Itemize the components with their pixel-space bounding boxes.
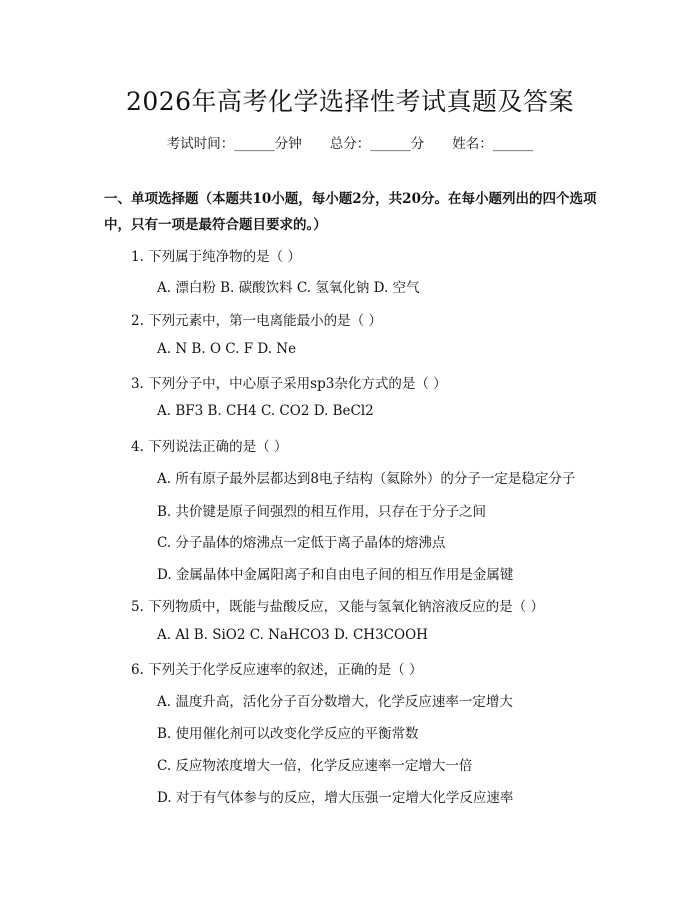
- question-option: A. 温度升高，活化分子百分数增大，化学反应速率一定增大: [157, 694, 513, 710]
- question-option: A. 所有原子最外层都达到8电子结构（氦除外）的分子一定是稳定分子: [157, 471, 576, 487]
- question-stem: 5. 下列物质中，既能与盐酸反应，又能与氢氧化钠溶液反应的是（ ）: [131, 599, 544, 615]
- question-options: A. 漂白粉 B. 碳酸饮料 C. 氢氧化钠 D. 空气: [157, 280, 420, 296]
- question-stem: 6. 下列关于化学反应速率的叙述，正确的是（ ）: [131, 662, 423, 678]
- question-option: B. 使用催化剂可以改变化学反应的平衡常数: [157, 726, 419, 742]
- question-option: C. 分子晶体的熔沸点一定低于离子晶体的熔沸点: [157, 535, 446, 551]
- question-options: A. N B. O C. F D. Ne: [157, 341, 297, 357]
- total-score-field: 总分：______分: [329, 136, 425, 152]
- question-stem: 1. 下列属于纯净物的是（ ）: [131, 249, 301, 265]
- question-option: C. 反应物浓度增大一倍，化学反应速率一定增大一倍: [157, 758, 473, 774]
- exam-title: 2026年高考化学选择性考试真题及答案: [125, 87, 575, 116]
- question-option: D. 金属晶体中金属阳离子和自由电子间的相互作用是金属键: [157, 567, 514, 583]
- exam-time-field: 考试时间：______分钟: [166, 136, 302, 152]
- question-stem: 3. 下列分子中，中心原子采用sp3杂化方式的是（ ）: [131, 376, 447, 392]
- exam-info-line: [0, 132, 700, 152]
- student-name-field: 姓名：______: [452, 136, 534, 152]
- question-stem: 2. 下列元素中，第一电离能最小的是（ ）: [131, 313, 382, 329]
- question-option: B. 共价键是原子间强烈的相互作用，只存在于分子之间: [157, 504, 487, 520]
- question-options: A. Al B. SiO2 C. NaHCO3 D. CH3COOH: [157, 627, 428, 643]
- section-header: 一、单项选择题（本题共10小题，每小题2分，共20分。在每小题列出的四个选项中，只有一项是最符合题目要求的。）: [104, 191, 597, 233]
- question-option: D. 对于有气体参与的反应，增大压强一定增大化学反应速率: [157, 790, 514, 806]
- question-options: A. BF3 B. CH4 C. CO2 D. BeCl2: [157, 403, 374, 419]
- question-stem: 4. 下列说法正确的是（ ）: [131, 439, 288, 455]
